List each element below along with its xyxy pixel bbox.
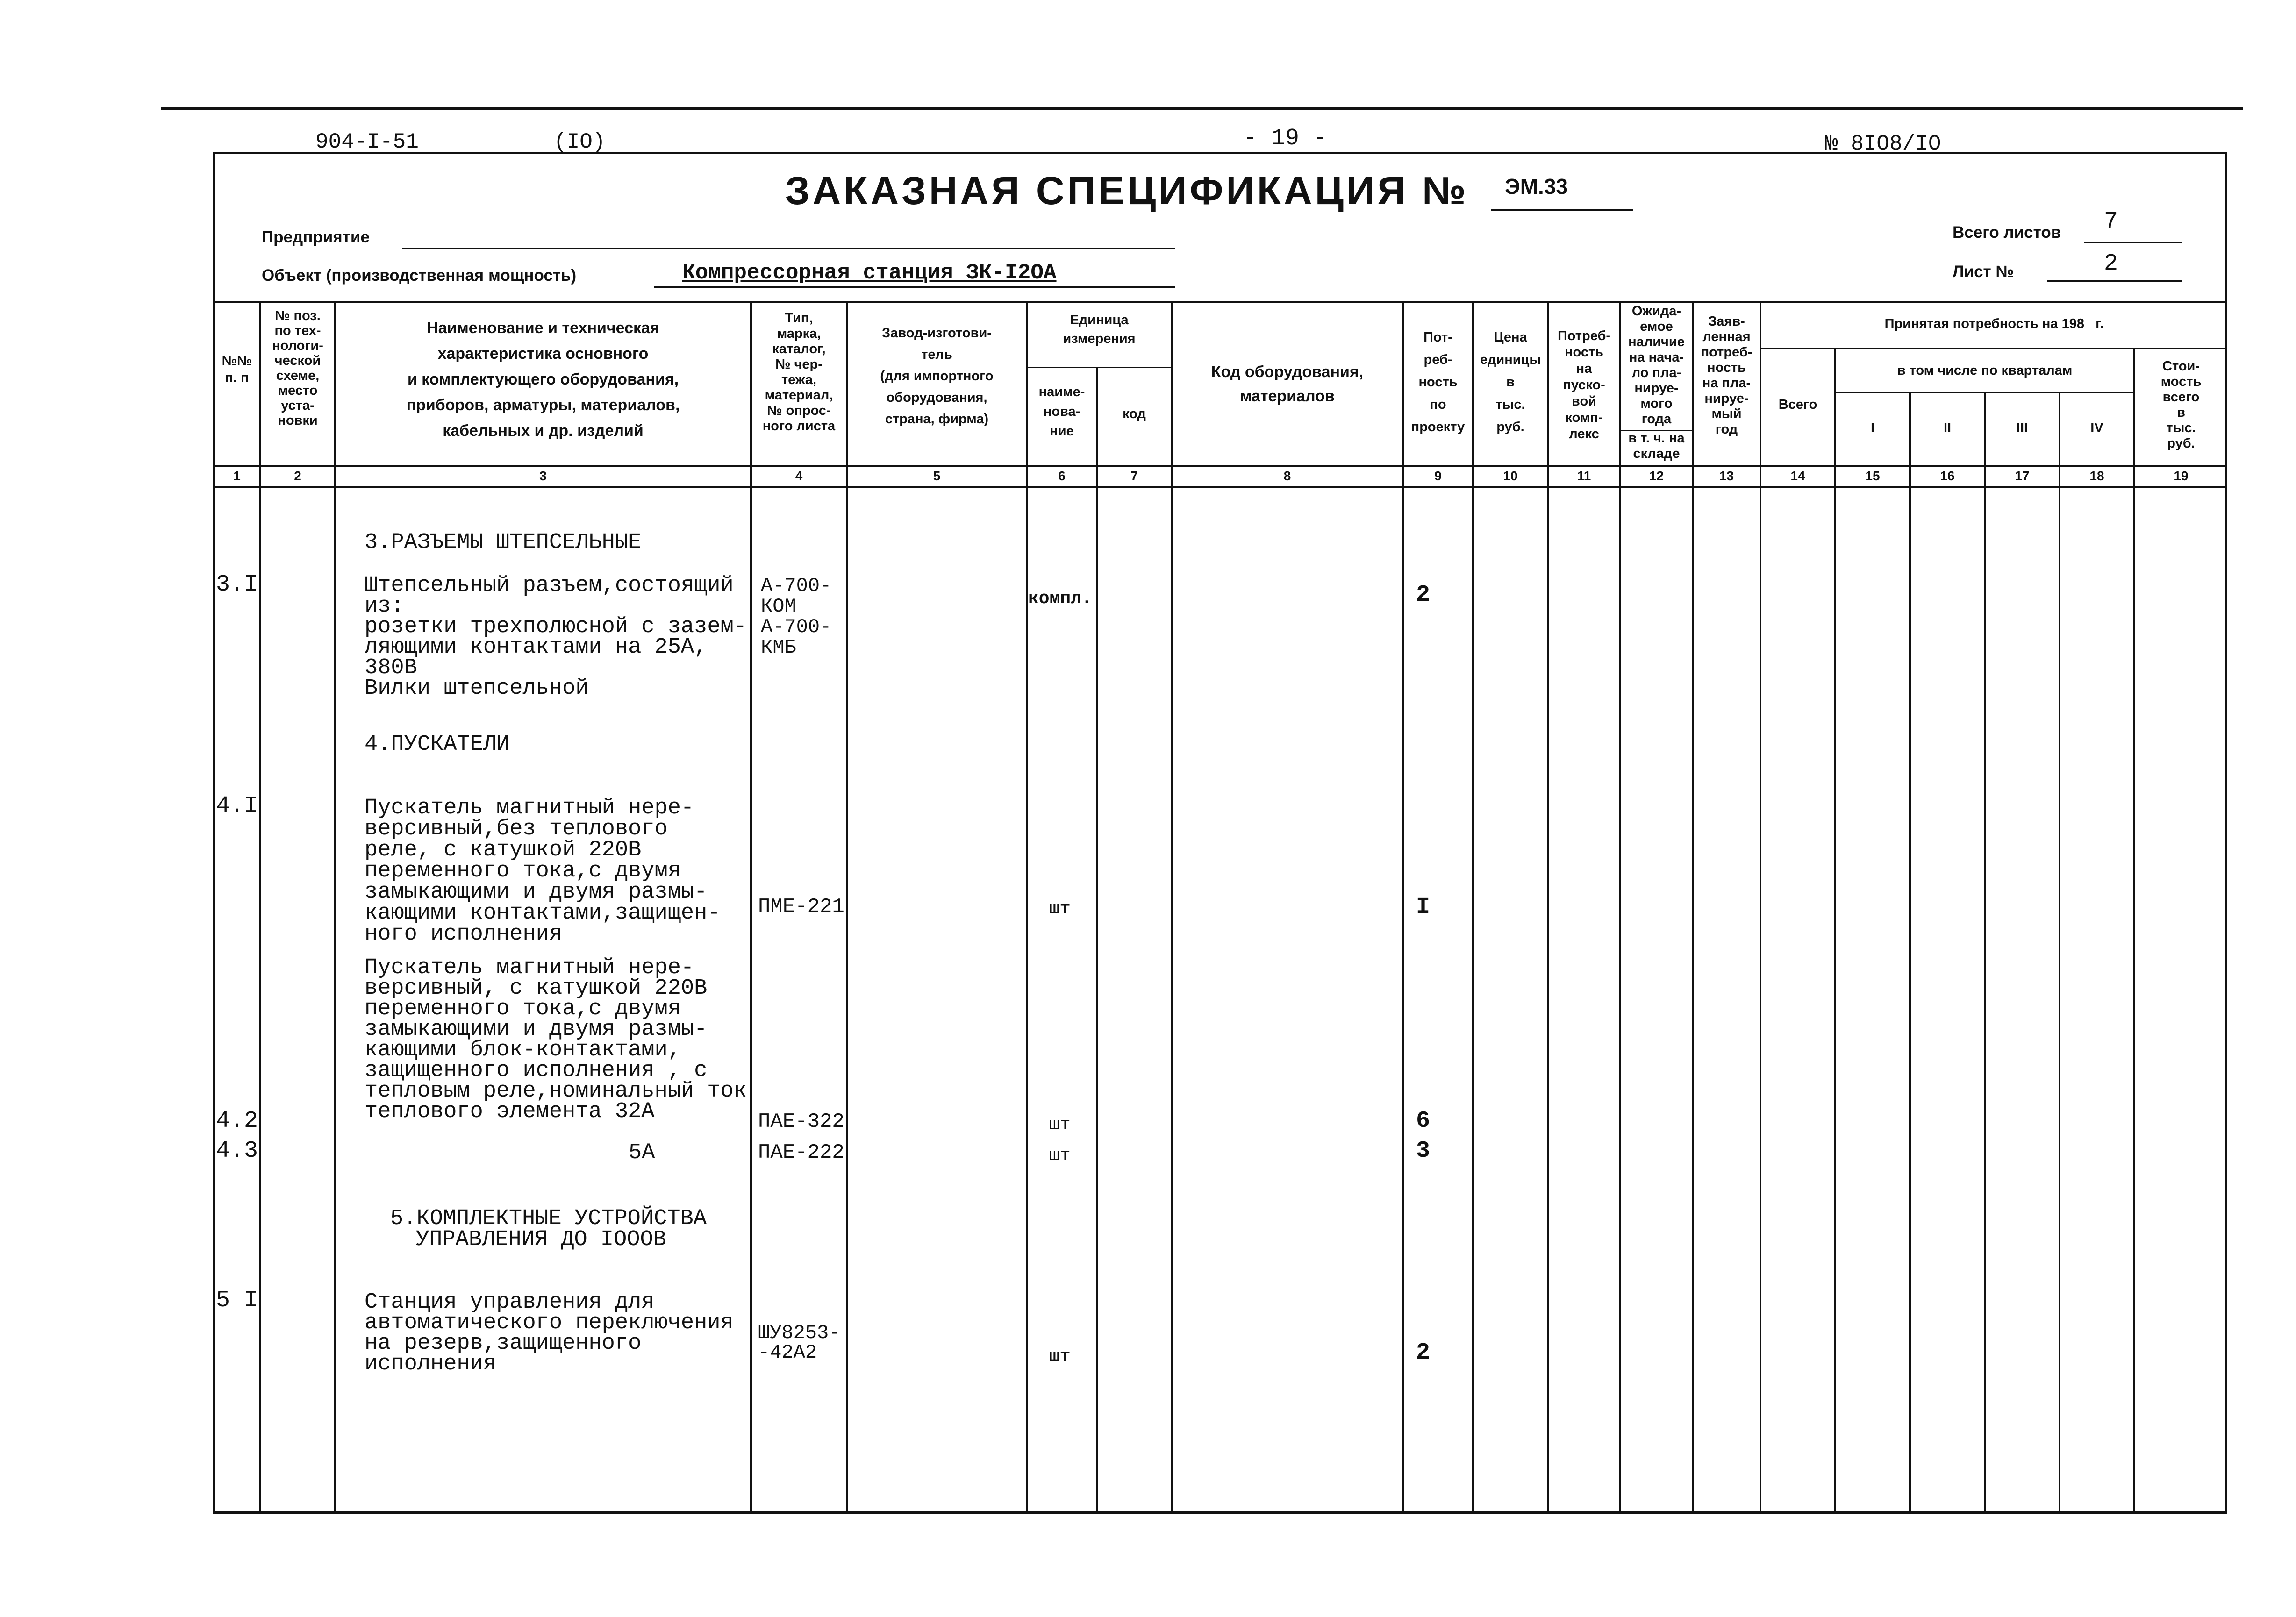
- col-divider-16: [1984, 392, 1986, 1514]
- item-unit: компл.: [1028, 589, 1092, 609]
- row-number: 3.I: [216, 571, 258, 598]
- col-header-18: IV: [2090, 420, 2103, 435]
- enterprise-label: Предприятие: [262, 228, 370, 246]
- col-header-5: Завод-изготови- тель (для импортного оборудования, страна, фирма): [880, 326, 994, 427]
- enterprise-underline: [402, 248, 1175, 249]
- doc-code: 904-I-51: [315, 130, 419, 154]
- accepted-sub-rule: [1760, 348, 2227, 349]
- sheet-underline: [2047, 280, 2182, 282]
- col-header-unit-group: Единица измерения: [1063, 313, 1136, 346]
- total-sheets-label: Всего листов: [1953, 223, 2061, 242]
- row-number: 4.2: [216, 1108, 258, 1134]
- col-header-14: Всего: [1778, 397, 1817, 412]
- item-description: Станция управления для автоматического переключения на резерв,защищенного исполнения: [365, 1290, 734, 1376]
- col-number: 4: [795, 469, 803, 483]
- item-quantity: 3: [1416, 1138, 1431, 1164]
- doc-variant: (IO): [554, 130, 606, 154]
- col-header-12: Ожида- емое наличие на нача- ло пла- нируе- мого года: [1628, 304, 1685, 427]
- registration-number: № 8IO8/IO: [1825, 132, 1941, 156]
- page-number: - 19 -: [1243, 125, 1328, 152]
- item-type: ШУ8253- -42А2: [758, 1322, 841, 1364]
- col-header-12-sub: в т. ч. на складе: [1628, 431, 1685, 461]
- object-value: Компрессорная станция ЗК-I2OA: [682, 261, 1057, 285]
- section-heading: УПРАВЛЕНИЯ ДО IOOOВ: [416, 1227, 666, 1252]
- item-quantity: 2: [1416, 1339, 1431, 1366]
- col-header-7: код: [1123, 406, 1146, 421]
- section-heading: 3.РАЗЪЕМЫ ШТЕПСЕЛЬНЫЕ: [365, 530, 642, 555]
- section-heading: 5.КОМПЛЕКТНЫЕ УСТРОЙСТВА: [390, 1206, 707, 1231]
- item-description: Пускатель магнитный нере- версивный,без теплового реле, с катушкой 220В переменного тока,с двумя замыкающими и двумя размы- кающими контактами,защищен- ного исполнения: [365, 796, 721, 947]
- col-number: 13: [1719, 469, 1734, 483]
- col-number: 3: [539, 469, 547, 483]
- item-unit: шт: [1049, 899, 1071, 919]
- object-label: Объект (производственная мощность): [262, 266, 577, 285]
- col-header-9: Пот- реб- ность по проекту: [1411, 330, 1465, 435]
- col-header-17: III: [2016, 420, 2028, 435]
- item-description: 5А: [629, 1140, 655, 1165]
- spec-title: ЗАКАЗНАЯ СПЕЦИФИКАЦИЯ №: [785, 169, 1469, 213]
- total-sheets-underline: [2084, 242, 2182, 243]
- col-header-quarter-group: в том числе по кварталам: [1897, 363, 2073, 378]
- col-header-13: Заяв- ленная потреб- ность на пла- нируе- мый год: [1701, 314, 1752, 437]
- item-quantity: I: [1416, 894, 1431, 920]
- item-type: ПАЕ-322: [758, 1110, 844, 1133]
- col-header-8: Код оборудования, материалов: [1211, 363, 1364, 405]
- table-bottom-rule: [213, 1511, 2227, 1514]
- item-description: Пускатель магнитный нере- версивный, с катушкой 220В переменного тока,с двумя замыкающими и двумя размы- кающими блок-контактами, защищенного исполнения , с тепловым реле,номинальный ток теплового элемента 32А: [365, 955, 747, 1124]
- item-type: ПМЕ-221: [758, 895, 844, 919]
- sheet-value: 2: [2104, 250, 2118, 277]
- col-header-19: Стои- мость всего в тыс. руб.: [2160, 359, 2202, 451]
- item-description: Штепсельный разъем,состоящий из: розетки трехполюсной с зазем- ляющими контактами на 25А, 380В Вилки штепсельной: [365, 573, 747, 701]
- spec-number: ЭМ.33: [1505, 174, 1568, 199]
- object-underline: [654, 286, 1175, 288]
- col-number: 15: [1865, 469, 1880, 483]
- section-heading: 4.ПУСКАТЕЛИ: [365, 732, 510, 757]
- col-header-16: II: [1943, 420, 1952, 435]
- col-divider-18: [2133, 348, 2135, 1514]
- col-header-4: Тип, марка, каталог, № чер- тежа, материал, № опрос- ного листа: [762, 311, 836, 434]
- row-number: 4.I: [216, 793, 258, 819]
- col-number: 2: [294, 469, 301, 483]
- item-unit: шт: [1049, 1115, 1071, 1135]
- col-header-15: I: [1870, 420, 1875, 435]
- col-divider-17: [2059, 392, 2060, 1514]
- spec-number-underline: [1491, 209, 1633, 211]
- col-header-1: №№ п. п: [222, 354, 252, 385]
- col-number: 9: [1434, 469, 1442, 483]
- col-number: 8: [1283, 469, 1291, 483]
- row-number: 5 I: [216, 1287, 258, 1314]
- item-unit: шт: [1049, 1346, 1071, 1367]
- col-number: 5: [933, 469, 941, 483]
- col-header-11: Потреб- ность на пуско- вой комп- лекс: [1557, 328, 1611, 442]
- col-number: 14: [1790, 469, 1805, 483]
- col-number: 16: [1940, 469, 1955, 483]
- total-sheets-value: 7: [2104, 208, 2118, 235]
- unit-sub-rule: [1026, 367, 1171, 368]
- sheet-label: Лист №: [1953, 263, 2014, 281]
- item-quantity: 2: [1416, 582, 1431, 608]
- table-top-rule: [213, 301, 2227, 303]
- top-rule: [161, 107, 2243, 110]
- col-header-3: Наименование и техническая характеристика основного и комплектующего оборудования, приборов, арматуры, материалов, кабельных и др. изделий: [406, 319, 680, 440]
- col-number: 6: [1058, 469, 1066, 483]
- col-number: 1: [233, 469, 241, 483]
- col-number: 12: [1649, 469, 1664, 483]
- item-quantity: 6: [1416, 1108, 1431, 1134]
- col-divider-15: [1909, 392, 1911, 1514]
- form-right-border: [2225, 154, 2227, 1514]
- col-number: 10: [1503, 469, 1518, 483]
- item-unit: шт: [1049, 1146, 1071, 1166]
- col-number: 7: [1130, 469, 1138, 483]
- col-number-top-rule: [213, 465, 2227, 467]
- col-header-accepted-group: Принятая потребность на 198 г.: [1884, 316, 2104, 331]
- item-type: А-700- КОМ А-700- КМБ: [761, 575, 832, 659]
- col-number: 11: [1577, 469, 1591, 483]
- col-header-6: наиме- нова- ние: [1038, 385, 1085, 439]
- col-header-10: Цена единицы в тыс. руб.: [1480, 330, 1541, 435]
- col-divider-6: [1096, 367, 1098, 1514]
- item-type: ПАЕ-222: [758, 1141, 844, 1164]
- col-header-2: № поз. по тех- нологи- ческой схеме, место уста- новки: [272, 308, 323, 428]
- col-number: 18: [2089, 469, 2104, 483]
- col-number: 19: [2174, 469, 2189, 483]
- col-number-bottom-rule: [213, 486, 2227, 488]
- row-number: 4.3: [216, 1138, 258, 1164]
- col-number: 17: [2015, 469, 2030, 483]
- col-divider-14: [1834, 348, 1836, 1514]
